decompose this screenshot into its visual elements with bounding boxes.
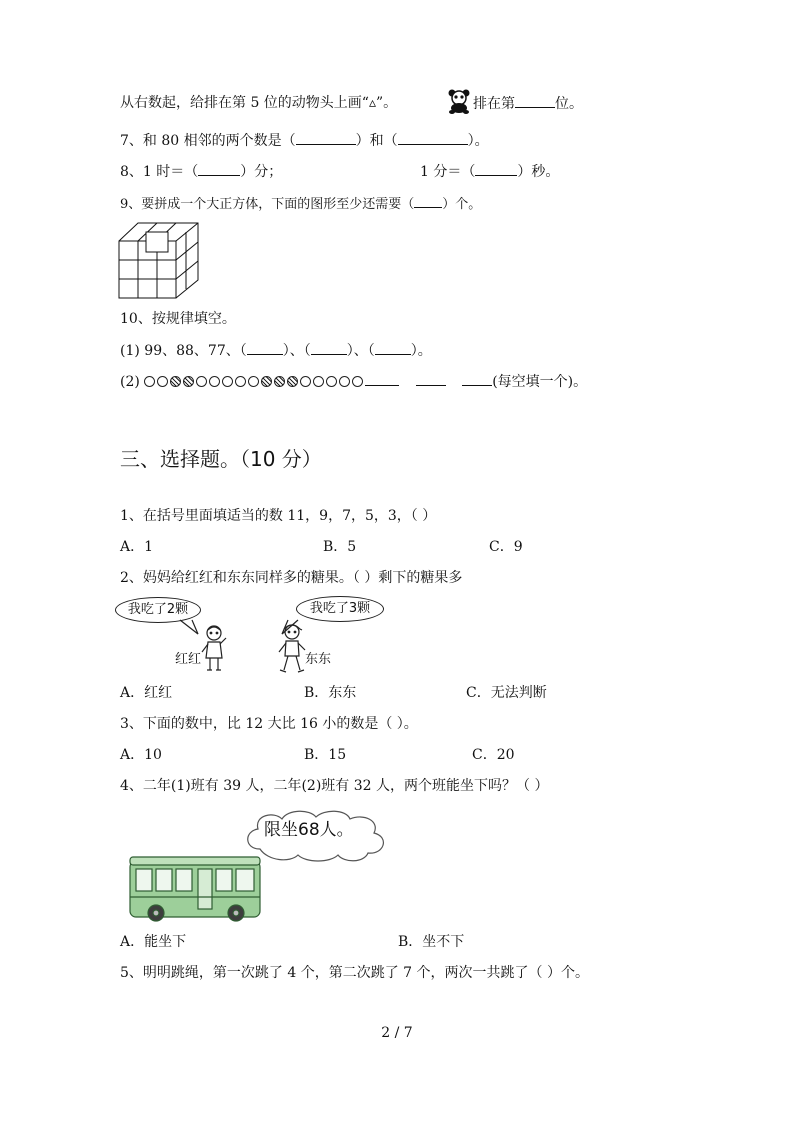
q10-p1-blank-1[interactable] (247, 340, 283, 355)
q9-text-b: ）个。 (442, 197, 482, 212)
q6-blank[interactable] (515, 93, 555, 108)
q7-text-b: ）和（ (355, 133, 398, 149)
shaded-circle-icon (274, 376, 285, 387)
circle-icon (222, 376, 233, 387)
c1-option-a[interactable]: A．1 (120, 539, 154, 555)
q8-blank-1[interactable] (198, 161, 240, 176)
q10-p2-label: (2) (120, 374, 140, 390)
triangle-symbol: ▵ (368, 95, 376, 111)
q10-title: 10、按规律填空。 (120, 311, 236, 327)
circle-icon (352, 376, 363, 387)
q8-right-a: 1 分＝（ (420, 164, 476, 180)
q9-blank[interactable] (414, 193, 442, 208)
c2-option-b[interactable]: B．东东 (304, 685, 357, 701)
circle-icon (339, 376, 350, 387)
girl-figure (200, 624, 228, 674)
q6-text-post-a: 排在第 (473, 96, 515, 112)
shaded-circle-icon (183, 376, 194, 387)
c3-option-c[interactable]: C．20 (472, 747, 515, 763)
circle-icon (326, 376, 337, 387)
c1-stem: 1、在括号里面填适当的数 11，9，7，5，3，（ ） (120, 508, 437, 524)
c3-option-a[interactable]: A．10 (120, 747, 162, 763)
name-label-2: 东东 (305, 652, 332, 667)
q7-text-a: 7、和 80 相邻的两个数是（ (120, 133, 296, 149)
q7-line (120, 130, 489, 151)
name-label-1: 红红 (175, 652, 202, 667)
c1-option-c[interactable]: C．9 (489, 539, 523, 555)
c5-stem: 5、明明跳绳，第一次跳了 4 个，第二次跳了 7 个，两次一共跳了（ ）个。 (120, 965, 589, 981)
q10-p1-blank-2[interactable] (311, 340, 347, 355)
circle-icon (209, 376, 220, 387)
c1-option-b[interactable]: B．5 (323, 539, 357, 555)
c3-stem: 3、下面的数中，比 12 大比 16 小的数是（ ）。 (120, 716, 418, 732)
circle-icon (300, 376, 311, 387)
q8-left-a: 8、1 时＝（ (120, 164, 199, 180)
q7-blank-1[interactable] (296, 130, 356, 145)
q10-p2-note: (每空填一个)。 (492, 374, 588, 390)
c2-option-a[interactable]: A．红红 (120, 685, 173, 701)
boy-figure (275, 622, 309, 676)
q8-blank-2[interactable] (475, 161, 517, 176)
section3-heading: 三、选择题。（10 分） (120, 447, 322, 471)
panda-icon (447, 88, 471, 114)
circle-pattern (144, 374, 365, 390)
c3-option-b[interactable]: B．15 (304, 747, 347, 763)
q7-blank-2[interactable] (398, 130, 468, 145)
c4-option-b[interactable]: B．坐不下 (398, 934, 465, 950)
q10-part1 (120, 340, 432, 361)
q8-right-b: ）秒。 (517, 164, 560, 180)
circle-icon (248, 376, 259, 387)
q8-left-b: ）分； (240, 164, 283, 180)
q8-right (420, 161, 559, 182)
circle-icon (313, 376, 324, 387)
q10-p2-blank-2[interactable] (416, 371, 446, 386)
circle-icon (144, 376, 155, 387)
cube-figure (118, 222, 200, 300)
shaded-circle-icon (261, 376, 272, 387)
c4-stem: 4、二年(1)班有 39 人，二年(2)班有 32 人，两个班能坐下吗？（ ） (120, 778, 549, 794)
speech-bubble-1: 我吃了2颗 (115, 597, 201, 623)
shaded-circle-icon (287, 376, 298, 387)
q9-text-a: 9、要拼成一个大正方体，下面的图形至少还需要（ (120, 197, 415, 212)
q6-tail-line (120, 93, 397, 113)
q10-p2-blank-1[interactable] (365, 371, 399, 386)
q7-text-c: ）。 (467, 133, 489, 149)
shaded-circle-icon (170, 376, 181, 387)
cloud-text: 限坐68人。 (264, 820, 354, 840)
c4-option-a[interactable]: A．能坐下 (120, 934, 187, 950)
circle-icon (196, 376, 207, 387)
q6-text-mid: ”。 (376, 95, 398, 111)
q9-line (120, 193, 481, 215)
bus-icon (128, 855, 262, 923)
c2-option-c[interactable]: C．无法判断 (466, 685, 547, 701)
q10-p1-sep2: ）、（ (346, 343, 375, 359)
q6-text-post-b: 位。 (555, 96, 583, 112)
q10-p1-sep1: ）、（ (282, 343, 311, 359)
speech-bubble-2: 我吃了3颗 (296, 596, 384, 622)
q6-text-pre: 从右数起，给排在第 5 位的动物头上画“ (120, 95, 369, 111)
circle-icon (235, 376, 246, 387)
q10-p1-label: (1) 99、88、77、（ (120, 343, 247, 359)
q10-p2-blank-3[interactable] (462, 371, 492, 386)
q10-p1-blank-3[interactable] (375, 340, 411, 355)
q10-part2 (120, 371, 587, 392)
c2-stem: 2、妈妈给红红和东东同样多的糖果。（ ）剩下的糖果多 (120, 570, 463, 586)
q8-left (120, 161, 282, 182)
q10-p1-end: ）。 (410, 343, 432, 359)
page-number: 2 / 7 (381, 1025, 413, 1041)
q6-answer-line (473, 93, 583, 114)
circle-icon (157, 376, 168, 387)
